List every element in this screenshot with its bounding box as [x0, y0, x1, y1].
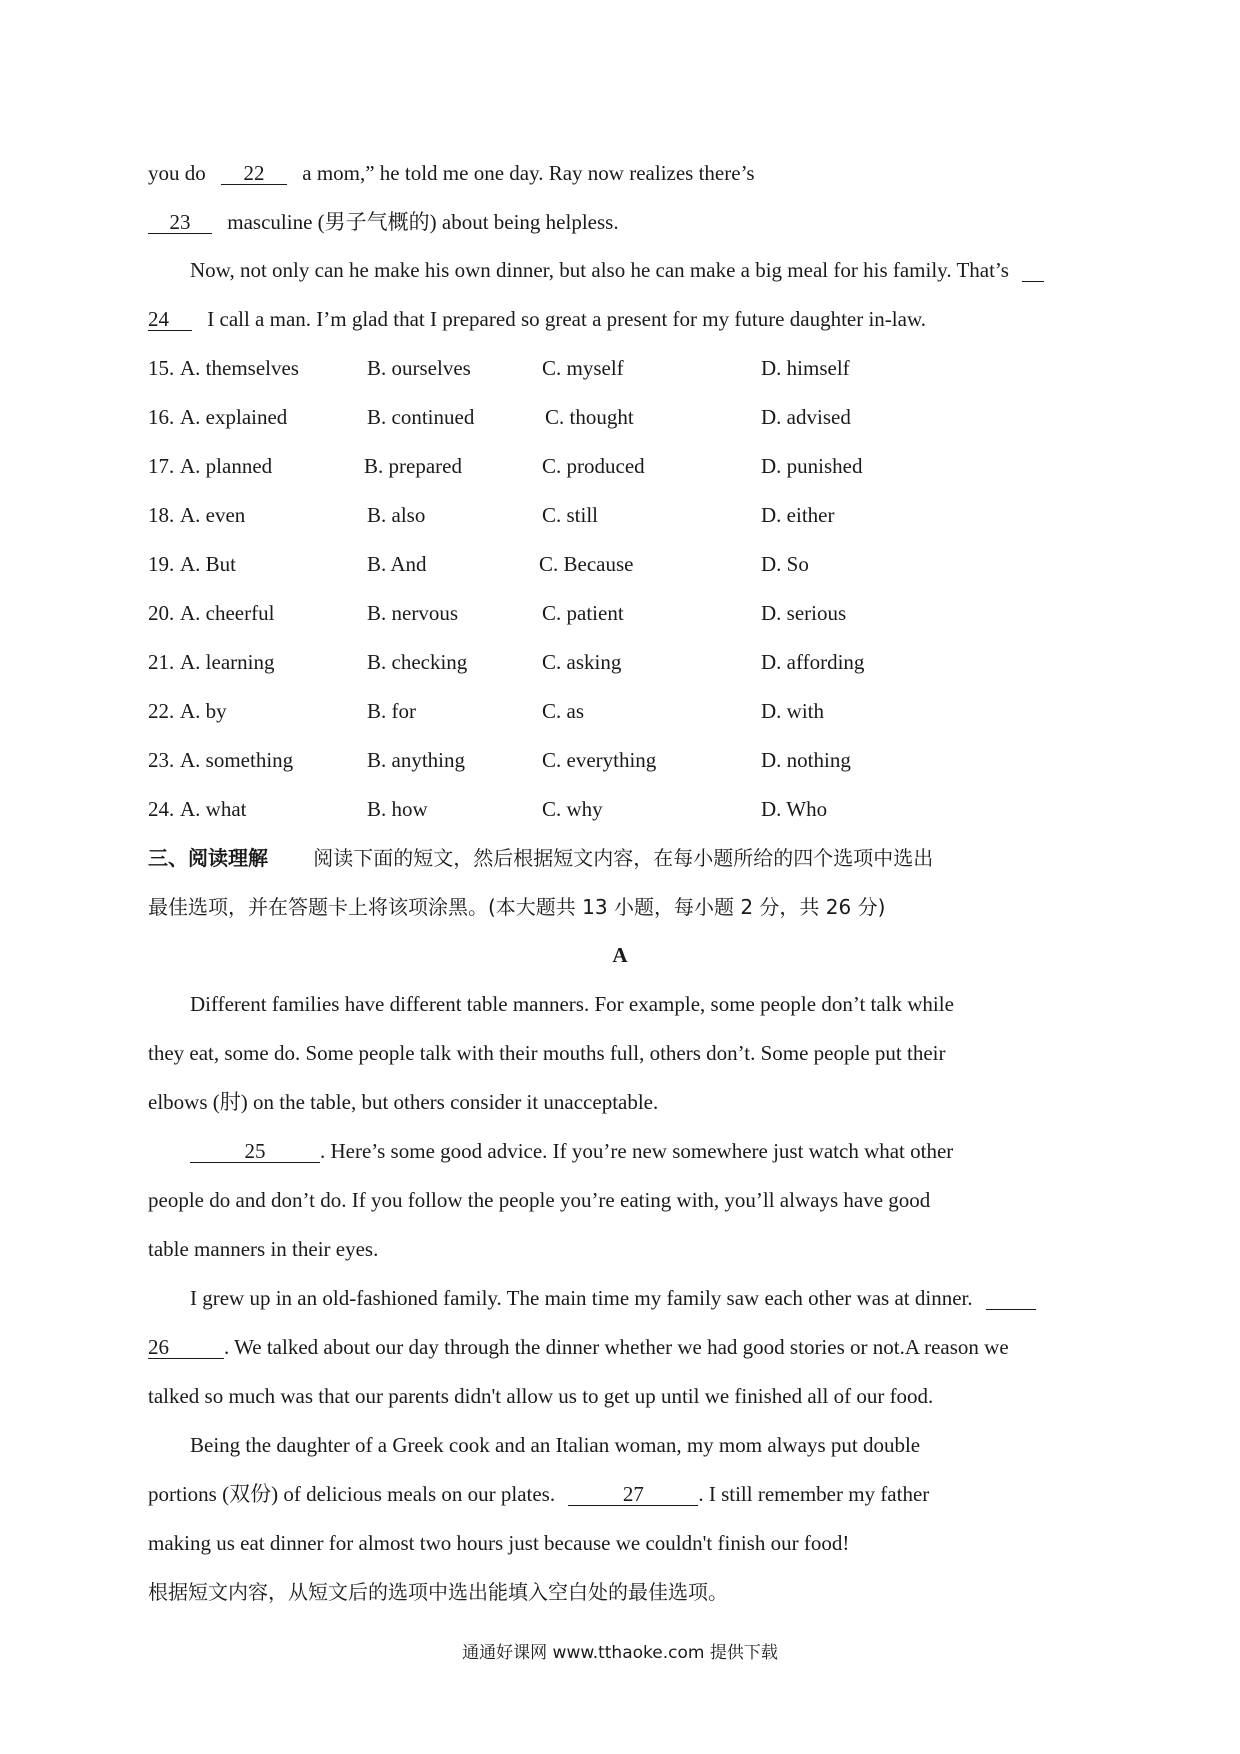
cloze-text: Now, not only can he make his own dinner, but also he can make a big meal for his family. That’s — [190, 258, 1009, 282]
option-d: D. So — [761, 552, 809, 576]
option-b: B. ourselves — [367, 356, 471, 380]
option-c: C. asking — [542, 650, 622, 674]
option-row-21 — [148, 649, 1048, 675]
footer-watermark: 通通好课网 www.tthaoke.com 提供下载 — [462, 1643, 778, 1663]
question-number: 15. — [148, 356, 175, 380]
option-a: A. learning — [180, 650, 275, 674]
option-row-16 — [148, 404, 1048, 430]
passage-text: . Here’s some good advice. If you’re new somewhere just watch what other — [320, 1139, 954, 1163]
passage-line: elbows (肘) on the table, but others consider it unacceptable. — [148, 1090, 659, 1114]
passage-line-with-blank-27 — [148, 1481, 929, 1507]
passage-text: I grew up in an old-fashioned family. The main time my family saw each other was at dinner. — [190, 1286, 973, 1310]
blank-25: 25 — [190, 1140, 320, 1163]
section-3-instruction-2: 最佳选项，并在答题卡上将该项涂黑。(本大题共 13 小题，每小题 2 分，共 26 分) — [148, 895, 886, 919]
passage-instruction: 根据短文内容，从短文后的选项中选出能填入空白处的最佳选项。 — [148, 1580, 728, 1604]
passage-line: table manners in their eyes. — [148, 1237, 379, 1261]
option-d: D. with — [761, 699, 824, 723]
blank-23: 23 — [148, 211, 212, 234]
cloze-text: you do — [148, 161, 206, 185]
passage-line-with-blank-25 — [190, 1138, 953, 1164]
option-d: D. nothing — [761, 748, 851, 772]
passage-line: Different families have different table manners. For example, some people don’t talk while — [190, 992, 954, 1016]
option-b: B. anything — [367, 748, 465, 772]
option-d: D. himself — [761, 356, 850, 380]
option-c: C. still — [542, 503, 599, 527]
passage-line: talked so much was that our parents didn't allow us to get up until we finished all of our food. — [148, 1384, 934, 1408]
option-row-24 — [148, 796, 1048, 822]
option-d: D. serious — [761, 601, 847, 625]
option-c: C. patient — [542, 601, 624, 625]
cloze-line-2 — [148, 209, 619, 235]
option-c: C. everything — [542, 748, 657, 772]
question-number: 22. — [148, 699, 175, 723]
blank-24: 24 — [148, 308, 192, 331]
passage-heading: A — [612, 943, 628, 967]
option-b: B. continued — [367, 405, 475, 429]
section-3-header — [148, 845, 933, 871]
question-number: 23. — [148, 748, 175, 772]
option-a: A. explained — [180, 405, 288, 429]
option-a: A. themselves — [180, 356, 299, 380]
cloze-line-1 — [148, 160, 755, 186]
passage-text: . We talked about our day through the dinner whether we had good stories or not.A reason we — [224, 1335, 1009, 1359]
option-a: A. But — [180, 552, 237, 576]
passage-text: portions (双份) of delicious meals on our plates. — [148, 1482, 556, 1506]
cloze-text: a mom,” he told me one day. Ray now realizes there’s — [302, 161, 755, 185]
question-number: 21. — [148, 650, 175, 674]
question-number: 20. — [148, 601, 175, 625]
option-a: A. something — [180, 748, 294, 772]
option-row-23 — [148, 747, 1048, 773]
passage-line: they eat, some do. Some people talk with their mouths full, others don’t. Some people put their — [148, 1041, 946, 1065]
option-d: D. punished — [761, 454, 863, 478]
section-3-instruction-1: 阅读下面的短文，然后根据短文内容，在每小题所给的四个选项中选出 — [313, 846, 934, 870]
option-row-18 — [148, 502, 1048, 528]
question-number: 24. — [148, 797, 175, 821]
option-b: B. how — [367, 797, 428, 821]
option-a: A. planned — [180, 454, 273, 478]
option-b: B. prepared — [364, 454, 462, 478]
option-row-22 — [148, 698, 1048, 724]
option-c: C. thought — [545, 405, 634, 429]
option-a: A. by — [180, 699, 227, 723]
cloze-text: I call a man. I’m glad that I prepared so great a present for my future daughter in-law. — [207, 307, 927, 331]
option-row-17 — [148, 453, 1048, 479]
passage-line-with-blank-26 — [148, 1334, 1009, 1360]
cloze-text: masculine (男子气概的) about being helpless. — [227, 210, 619, 234]
option-c: C. why — [542, 797, 603, 821]
option-c: C. myself — [542, 356, 624, 380]
cloze-line-4 — [148, 306, 926, 332]
option-d: D. advised — [761, 405, 851, 429]
option-b: B. also — [367, 503, 426, 527]
option-b: B. nervous — [367, 601, 458, 625]
blank-24-start — [1022, 259, 1044, 282]
option-b: B. And — [367, 552, 427, 576]
passage-line: making us eat dinner for almost two hours just because we couldn't finish our food! — [148, 1531, 850, 1555]
option-a: A. what — [180, 797, 247, 821]
cloze-line-3 — [190, 257, 1044, 283]
option-b: B. for — [367, 699, 416, 723]
option-c: C. as — [542, 699, 584, 723]
option-b: B. checking — [367, 650, 468, 674]
option-row-19 — [148, 551, 1048, 577]
option-c: C. Because — [539, 552, 634, 576]
blank-22: 22 — [221, 162, 287, 185]
question-number: 19. — [148, 552, 175, 576]
question-number: 18. — [148, 503, 175, 527]
blank-27: 27 — [568, 1483, 698, 1506]
option-row-20 — [148, 600, 1048, 626]
option-a: A. even — [180, 503, 246, 527]
option-d: D. Who — [761, 797, 828, 821]
option-row-15 — [148, 355, 1048, 381]
passage-line: Being the daughter of a Greek cook and an Italian woman, my mom always put double — [190, 1433, 921, 1457]
question-number: 17. — [148, 454, 175, 478]
passage-line: people do and don’t do. If you follow the people you’re eating with, you’ll always have good — [148, 1188, 931, 1212]
blank-26: 26 — [148, 1336, 224, 1359]
blank-26-start — [986, 1287, 1036, 1310]
passage-text: . I still remember my father — [698, 1482, 930, 1506]
option-d: D. either — [761, 503, 835, 527]
question-number: 16. — [148, 405, 175, 429]
option-c: C. produced — [542, 454, 645, 478]
passage-line — [190, 1285, 1036, 1311]
option-a: A. cheerful — [180, 601, 275, 625]
option-d: D. affording — [761, 650, 865, 674]
section-3-title: 三、阅读理解 — [148, 846, 268, 870]
